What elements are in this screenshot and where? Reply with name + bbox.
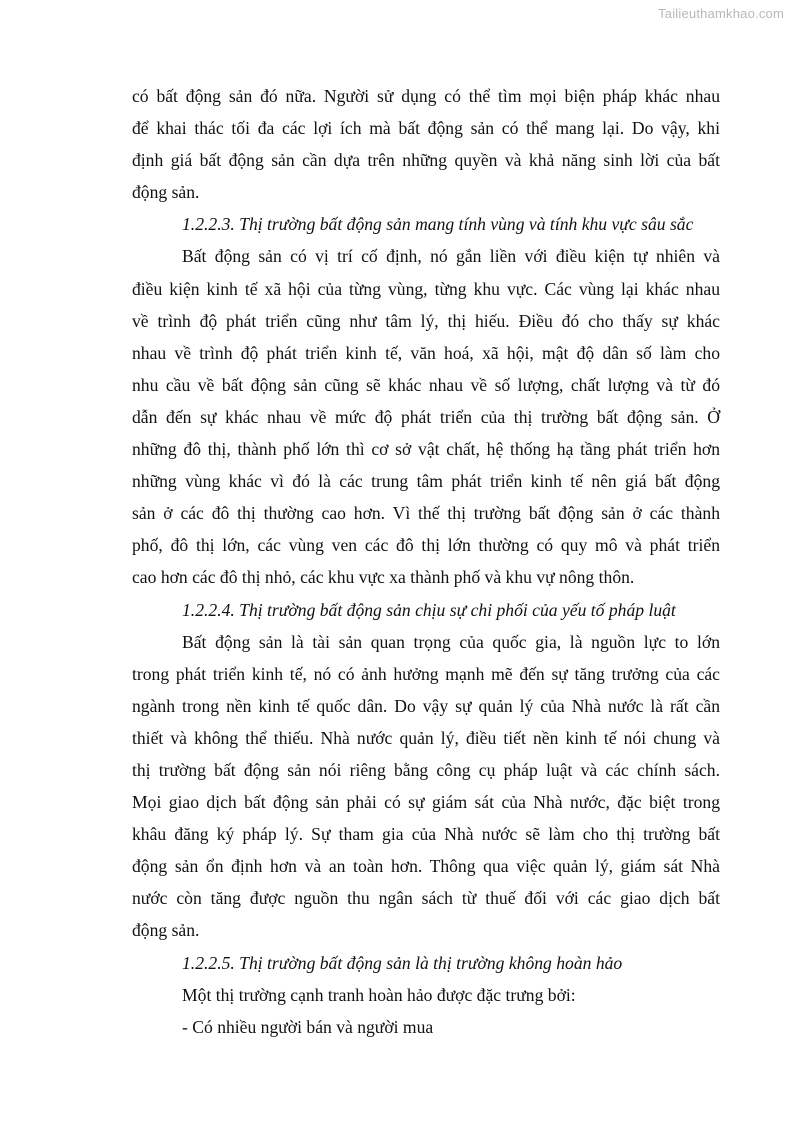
paragraph-line: cao hơn các đô thị nhỏ, các khu vực xa thành phố và khu vự nông thôn.	[132, 567, 635, 588]
paragraph-line: Mọi giao dịch bất động sản phải có sự giám sát của Nhà nước, đặc biệt trong	[132, 792, 720, 813]
paragraph-line: Bất động sản có vị trí cố định, nó gắn liền với điều kiện tự nhiên và	[182, 246, 720, 267]
document-body	[132, 80, 720, 1043]
paragraph-line: nhau về trình độ phát triển kinh tế, văn hoá, xã hội, mật độ dân số làm cho	[132, 342, 720, 363]
paragraph-line: những đô thị, thành phố lớn thì cơ sở vật chất, hệ thống hạ tầng phát triển hơn	[132, 439, 720, 460]
paragraph-line: thiết và không thể thiếu. Nhà nước quản lý, điều tiết nền kinh tế nói chung và	[132, 727, 720, 748]
paragraph-line: - Có nhiều người bán và người mua	[182, 1016, 434, 1037]
paragraph-line: dẫn đến sự khác nhau về mức độ phát triển của thị trường bất động sản. Ở	[132, 406, 720, 427]
paragraph-line: những vùng khác vì đó là các trung tâm phát triển kinh tế nên giá bất động	[132, 471, 720, 492]
section-heading: 1.2.2.4. Thị trường bất động sản chịu sự chi phối của yếu tố pháp luật	[182, 599, 676, 620]
paragraph-line: về trình độ phát triển cũng như tâm lý, thị hiếu. Điều đó cho thấy sự khác	[132, 310, 720, 331]
section-heading: 1.2.2.5. Thị trường bất động sản là thị trường không hoàn hảo	[182, 952, 623, 973]
paragraph-line: phố, đô thị lớn, các vùng ven các đô thị lớn thường có quy mô và phát triển	[132, 535, 720, 556]
paragraph-line: khâu đăng ký pháp lý. Sự tham gia của Nhà nước sẽ làm cho thị trường bất	[132, 824, 720, 845]
paragraph	[132, 626, 720, 947]
paragraph-line: động sản.	[132, 920, 200, 941]
paragraph-line: ngành trong nền kinh tế quốc dân. Do vậy sự quản lý của Nhà nước là rất cần	[132, 695, 720, 716]
paragraph	[132, 80, 720, 208]
paragraph-line: Bất động sản là tài sản quan trọng của quốc gia, là nguồn lực to lớn	[182, 631, 720, 652]
paragraph-line: nước còn tăng được nguồn thu ngân sách từ thuế đối với các giao dịch bất	[132, 888, 720, 909]
paragraph-line: trong phát triển kinh tế, nó có ảnh hưởng mạnh mẽ đến sự tăng trưởng của các	[132, 663, 720, 684]
paragraph-line: Một thị trường cạnh tranh hoàn hảo được đặc trưng bởi:	[182, 984, 576, 1005]
paragraph-line: động sản ổn định hơn và an toàn hơn. Thông qua việc quản lý, giám sát Nhà	[132, 856, 720, 877]
section-heading: 1.2.2.3. Thị trường bất động sản mang tính vùng và tính khu vực sâu sắc	[182, 214, 694, 235]
watermark-text: Tailieuthamkhao.com	[658, 6, 784, 21]
paragraph-line: định giá bất động sản cần dựa trên những quyền và khả năng sinh lời của bất	[132, 150, 720, 171]
paragraph-line: để khai thác tối đa các lợi ích mà bất động sản có thể mang lại. Do vậy, khi	[132, 118, 720, 139]
paragraph-line: điều kiện kinh tế xã hội của từng vùng, từng khu vực. Các vùng lại khác nhau	[132, 278, 720, 299]
paragraph-line: nhu cầu về bất động sản cũng sẽ khác nhau về số lượng, chất lượng và từ đó	[132, 374, 720, 395]
paragraph	[132, 979, 720, 1043]
paragraph-line: động sản.	[132, 182, 200, 203]
paragraph-line: có bất động sản đó nữa. Người sử dụng có thể tìm mọi biện pháp khác nhau	[132, 86, 720, 106]
paragraph	[132, 240, 720, 593]
paragraph-line: thị trường bất động sản nói riêng bằng công cụ pháp luật và các chính sách.	[132, 759, 720, 780]
paragraph-line: sản ở các đô thị thường cao hơn. Vì thế thị trường bất động sản ở các thành	[132, 503, 720, 524]
